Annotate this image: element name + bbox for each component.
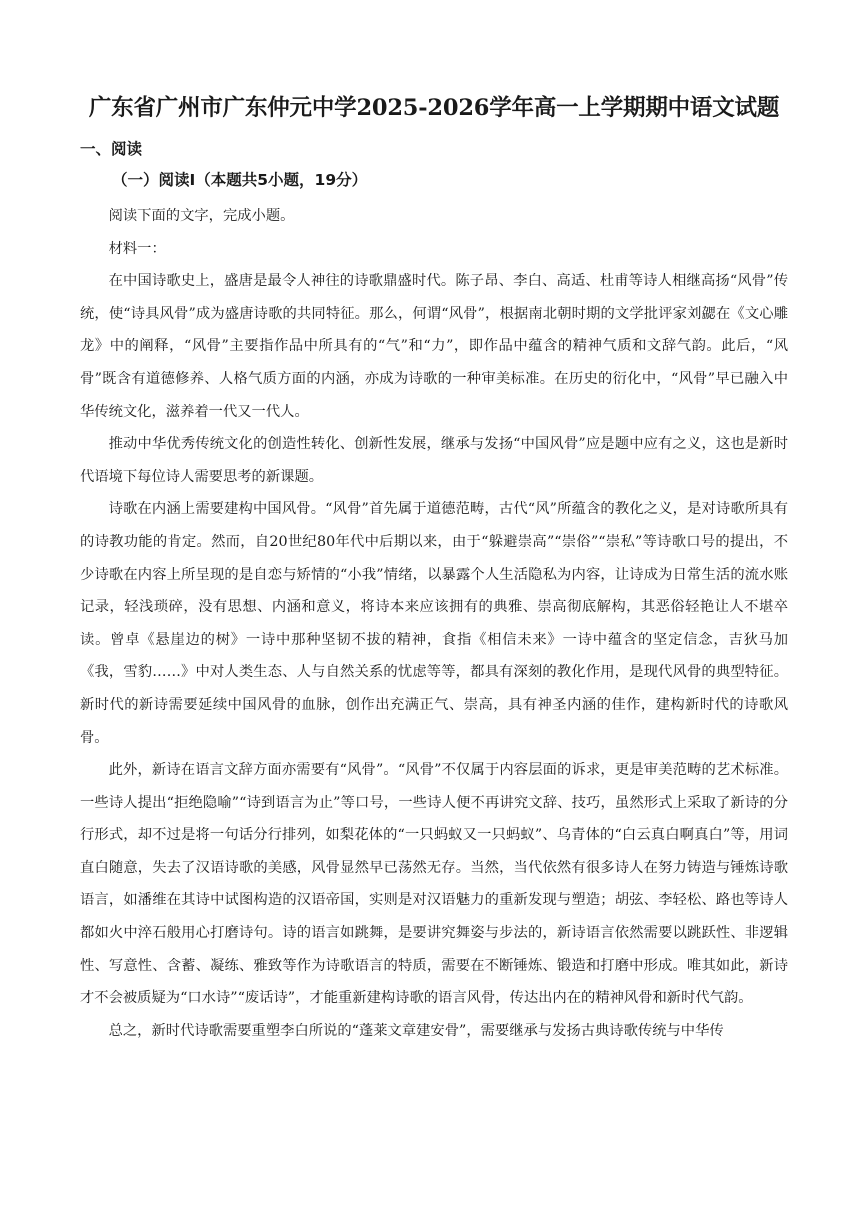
body-paragraph: 推动中华优秀传统文化的创造性转化、创新性发展，继承与发扬“中国风骨”应是题中应有之义，这也是新时代语境下每位诗人需要思考的新课题。 (80, 436, 788, 485)
section-heading: 一、阅读 (80, 140, 143, 158)
document-body (80, 200, 788, 1047)
body-paragraph: 诗歌在内涵上需要建构中国风骨。“风骨”首先属于道德范畴，古代“风”所蕴含的教化之义，是对诗歌所具有的诗教功能的肯定。然而，自20世纪80年代中后期以来，由于“躲避崇高”“崇俗”“崇私”等诗歌口号的提出，不少诗歌在内容上所呈现的是自恋与矫情的“小我”情绪，以暴露个人生活隐私为内容，让诗成为日常生活的流水账记录，轻浅琐碎，没有思想、内涵和意义，将诗本来应该拥有的典雅、崇高彻底解构，其恶俗轻艳让人不堪卒读。曾卓《悬崖边的树》一诗中那种坚韧不拔的精神，食指《相信未来》一诗中蕴含的坚定信念，吉狄马加《我，雪豹……》中对人类生态、人与自然关系的忧虑等等，都具有深刻的教化作用，是现代风骨的典型特征。新时代的新诗需要延续中国风骨的血脉，创作出充满正气、崇高，具有神圣内涵的佳作，建构新时代的诗歌风骨。 (80, 501, 788, 746)
material-label: 材料一： (108, 240, 166, 257)
document-title: 广东省广州市广东仲元中学2025-2026学年高一上学期期中语文试题 (88, 95, 780, 121)
sub-heading: （一）阅读Ⅰ（本题共5小题，19分） (112, 171, 368, 189)
body-paragraph: 此外，新诗在语言文辞方面亦需要有“风骨”。“风骨”不仅属于内容层面的诉求，更是审美范畴的艺术标准。一些诗人提出“拒绝隐喻”“诗到语言为止”等口号，一些诗人便不再讲究文辞、技巧，虽然形式上采取了新诗的分行形式，却不过是将一句话分行排列，如梨花体的“一只蚂蚁又一只蚂蚁”、乌青体的“白云真白啊真白”等，用词直白随意，失去了汉语诗歌的美感，风骨显然早已荡然无存。当然，当代依然有很多诗人在努力铸造与锤炼诗歌语言，如潘维在其诗中试图构造的汉语帝国，实则是对汉语魅力的重新发现与塑造；胡弦、李轻松、路也等诗人都如火中淬石般用心打磨诗句。诗的语言如跳舞，是要讲究舞姿与步法的，新诗语言依然需要以跳跃性、非逻辑性、写意性、含蓄、凝练、雅致等作为诗歌语言的特质，需要在不断锤炼、锻造和打磨中形成。唯其如此，新诗才不会被质疑为“口水诗”“废话诗”，才能重新建构诗歌的语言风骨，传达出内在的精神风骨和新时代气韵。 (80, 762, 788, 1007)
body-paragraph: 总之，新时代诗歌需要重塑李白所说的“蓬莱文章建安骨”，需要继承与发扬古典诗歌传统与中华传 (108, 1022, 724, 1039)
instruction-paragraph: 阅读下面的文字，完成小题。 (108, 208, 295, 224)
body-paragraph: 在中国诗歌史上，盛唐是最令人神往的诗歌鼎盛时代。陈子昂、李白、高适、杜甫等诗人相继高扬“风骨”传统，使“诗具风骨”成为盛唐诗歌的共同特征。那么，何谓“风骨”，根据南北朝时期的文学批评家刘勰在《文心雕龙》中的阐释，“风骨”主要指作品中所具有的“气”和“力”，即作品中蕴含的精神气质和文辞气韵。此后，“风骨”既含有道德修养、人格气质方面的内涵，亦成为诗歌的一种审美标准。在历史的衍化中，“风骨”早已融入中华传统文化，滋养着一代又一代人。 (80, 273, 788, 420)
